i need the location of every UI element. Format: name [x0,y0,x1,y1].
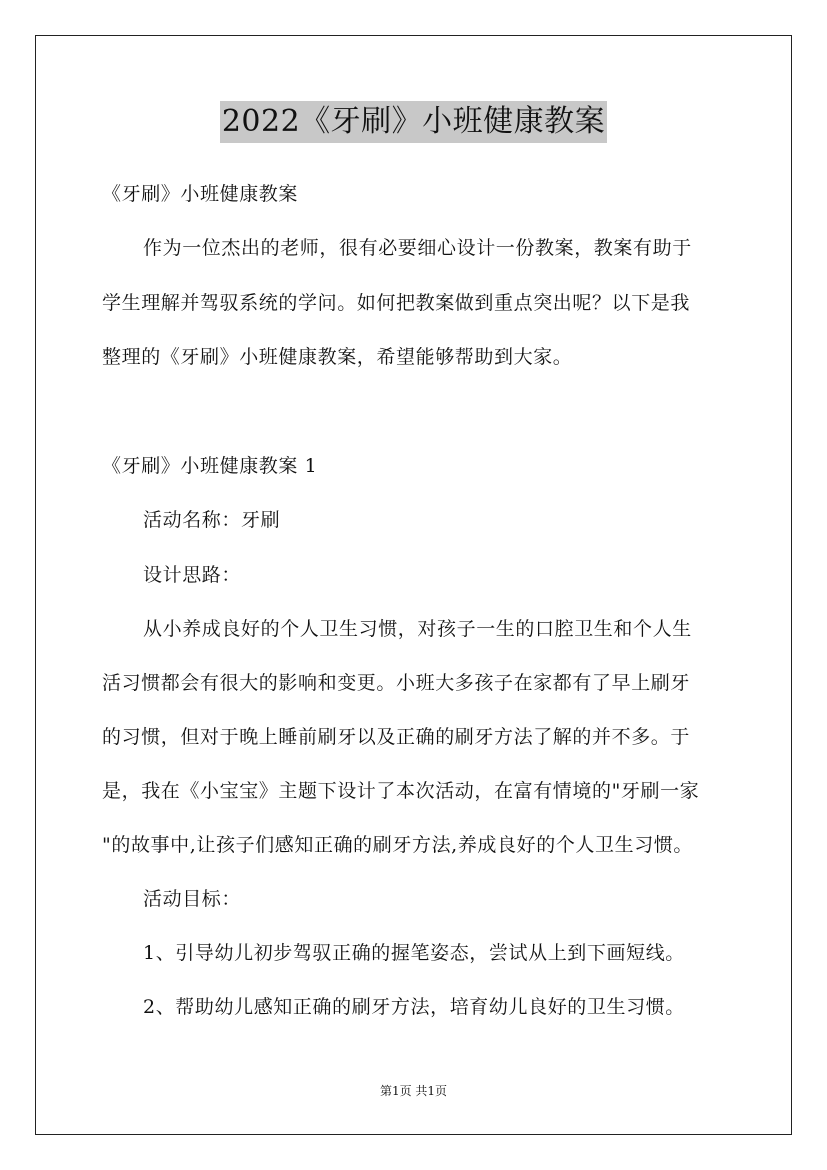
section-heading: 《牙刷》小班健康教案 1 [102,455,318,477]
title-container [0,101,827,143]
activity-name: 活动名称：牙刷 [143,509,281,531]
intro-line-1: 作为一位杰出的老师，很有必要细心设计一份教案，教案有助于 [143,237,692,259]
design-line-5: "的故事中,让孩子们感知正确的刷牙方法,养成良好的个人卫生习惯。 [102,834,694,856]
goal-item-1: 1、引导幼儿初步驾驭正确的握笔姿态，尝试从上到下画短线。 [143,942,685,964]
design-line-1: 从小养成良好的个人卫生习惯，对孩子一生的口腔卫生和个人生 [143,618,692,640]
design-heading: 设计思路： [143,564,242,586]
intro-line-2: 学生理解并驾驭系统的学问。如何把教案做到重点突出呢？以下是我 [102,292,691,314]
design-line-2: 活习惯都会有很大的影响和变更。小班大多孩子在家都有了早上刷牙 [102,672,691,694]
page-footer: 第1页 共1页 [379,1084,448,1098]
design-line-3: 的习惯，但对于晚上睡前刷牙以及正确的刷牙方法了解的并不多。于 [102,726,691,748]
goals-heading: 活动目标： [143,888,242,910]
document-title: 2022《牙刷》小班健康教案 [220,101,607,143]
subtitle: 《牙刷》小班健康教案 [102,183,299,205]
intro-line-3: 整理的《牙刷》小班健康教案，希望能够帮助到大家。 [102,346,573,368]
goal-item-2: 2、帮助幼儿感知正确的刷牙方法，培育幼儿良好的卫生习惯。 [143,996,685,1018]
design-line-4: 是，我在《小宝宝》主题下设计了本次活动，在富有情境的"牙刷一家 [102,780,700,802]
